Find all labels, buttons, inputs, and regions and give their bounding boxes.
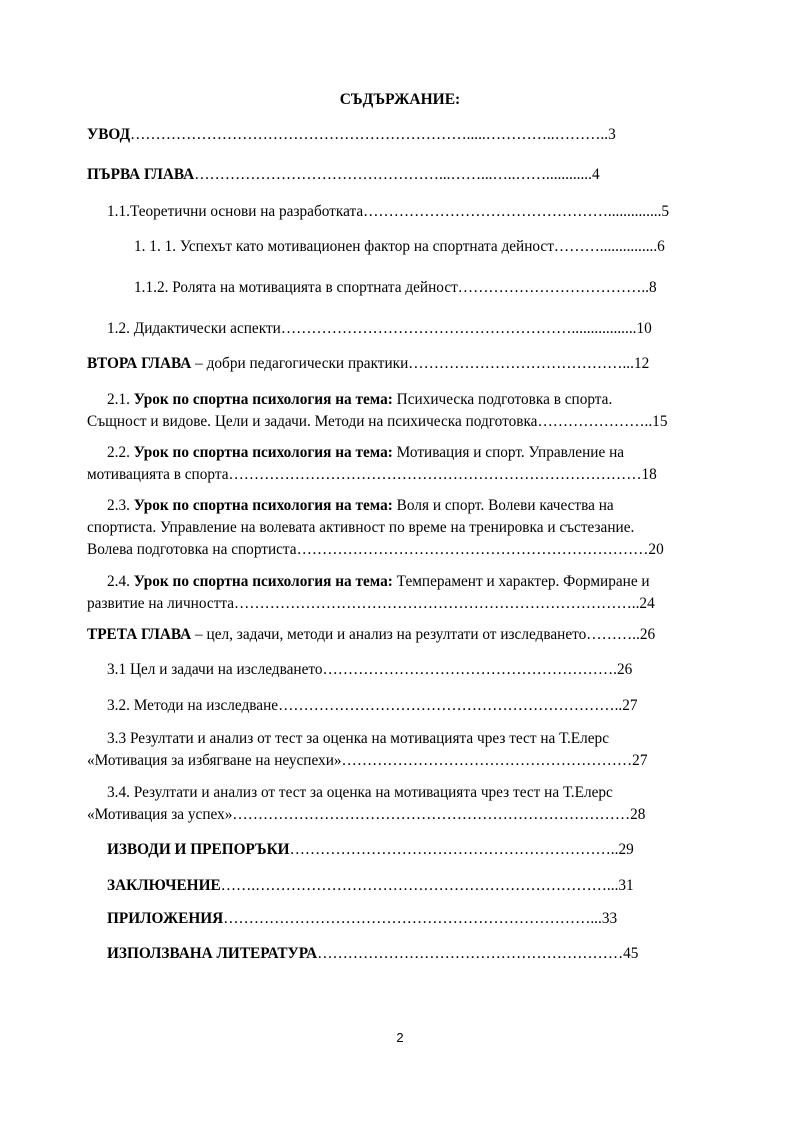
toc-entry-prefix: 2.3. xyxy=(107,497,134,514)
toc-dot-leader: ……………………………………………………………………… xyxy=(228,466,642,483)
toc-entry-appendices[interactable] xyxy=(107,910,707,928)
toc-entry-2-1-cont[interactable] xyxy=(87,413,707,431)
toc-entry-label: ИЗПОЛЗВАНА ЛИТЕРАТУРА xyxy=(107,945,318,962)
toc-dot-leader: …………………………………………………………………….. xyxy=(234,595,640,612)
toc-entry-label: 3.1 Цел и задачи на изследването xyxy=(107,661,323,678)
toc-entry-2-2-cont[interactable] xyxy=(87,466,707,484)
toc-entry-label-bold: ВТОРА ГЛАВА xyxy=(87,355,192,372)
toc-entry-label: 3.4. Резултати и анализ от тест за оценка на мотивацията чрез тест на Т.Елерс xyxy=(107,784,613,801)
toc-page-number: 27 xyxy=(622,697,638,714)
toc-entry-3-4[interactable] xyxy=(107,784,707,802)
toc-page-number: 26 xyxy=(639,626,656,643)
toc-entry-1-1-2[interactable] xyxy=(134,279,707,297)
toc-entry-label-bold: Урок по спортна психология на тема: xyxy=(133,444,393,461)
toc-dot-leader: …………………………………………………. xyxy=(322,661,617,678)
toc-entry-label: ПЪРВА ГЛАВА xyxy=(87,166,195,183)
toc-page-number: 20 xyxy=(648,541,664,558)
toc-entry-prefix: 2.1. xyxy=(107,391,134,408)
toc-entry-label-bold: ТРЕТА ГЛАВА xyxy=(87,626,192,643)
toc-entry-label: 1. 1. 1. Успехът като мотивационен фактор на спортната дейност xyxy=(134,238,554,255)
toc-entry-label: УВОД xyxy=(87,126,131,143)
toc-entry-conclusion[interactable] xyxy=(107,877,707,895)
toc-entry-3-3-cont[interactable] xyxy=(87,752,707,770)
toc-dot-leader: ………………………………………………………….....…………..……….. xyxy=(130,126,609,143)
toc-entry-label: «Мотивация за избягване на неуспехи» xyxy=(87,752,342,769)
toc-entry-3-3[interactable] xyxy=(107,730,707,748)
toc-entry-2-3[interactable] xyxy=(107,497,707,515)
toc-entry-prefix: 2.2. xyxy=(107,444,134,461)
toc-entry-label: Същност и видове. Цели и задачи. Методи на психическа подготовка xyxy=(87,413,538,430)
toc-dot-leader: ……………………………….. xyxy=(457,279,650,296)
toc-entry-1-1-1[interactable] xyxy=(134,238,707,256)
toc-entry-3-2[interactable] xyxy=(107,697,707,715)
toc-entry-label: 3.2. Методи на изследване xyxy=(107,697,279,714)
toc-dot-leader: ………………….. xyxy=(537,413,653,430)
toc-entry-conclusions-recommendations[interactable] xyxy=(107,841,707,859)
toc-page-number: 27 xyxy=(632,752,648,769)
toc-entry-references[interactable] xyxy=(107,945,707,963)
toc-dot-leader: …….……………………………………………………………... xyxy=(220,877,619,894)
toc-entry-label: 1.1.2. Ролята на мотивацията в спортната дейност xyxy=(134,279,458,296)
toc-page-number: 33 xyxy=(601,910,618,927)
toc-dot-leader: …………………………………………………………………… xyxy=(232,806,631,823)
toc-entry-label: 1.1.Теоретични основи на разработката xyxy=(107,203,364,220)
toc-dot-leader: ………………………………………………… xyxy=(341,752,633,769)
toc-entry-label: Волева подготовка на спортиста xyxy=(87,541,297,558)
toc-entry-label: Психическа подготовка в спорта. xyxy=(392,391,613,408)
toc-page-number: 8 xyxy=(649,279,657,296)
toc-dot-leader: …………………………………………...……...…..……............ xyxy=(194,166,592,183)
toc-entry-label: ПРИЛОЖЕНИЯ xyxy=(107,910,224,927)
toc-entry-label: «Мотивация за успех» xyxy=(87,806,233,823)
toc-page-number: 18 xyxy=(641,466,657,483)
toc-entry-label: – добри педагогически практики xyxy=(191,355,409,372)
toc-entry-label-bold: Урок по спортна психология на тема: xyxy=(133,391,393,408)
toc-entry-1-1[interactable] xyxy=(107,203,707,221)
toc-page-number: 24 xyxy=(639,595,655,612)
toc-page-number: 29 xyxy=(618,841,634,858)
toc-page-number: 12 xyxy=(633,355,650,372)
toc-entry-label: спортиста. Управление на волевата активност по време на тренировка и състезание. xyxy=(87,519,635,536)
toc-entry-2-3-cont[interactable] xyxy=(87,519,707,537)
toc-dot-leader: ………………………………………………………………... xyxy=(223,910,602,927)
toc-entry-label: ИЗВОДИ И ПРЕПОРЪКИ xyxy=(107,841,290,858)
toc-entry-1-2[interactable] xyxy=(107,320,707,338)
toc-page-number: 4 xyxy=(591,166,600,183)
toc-dot-leader: ………………………………………………………….. xyxy=(278,697,623,714)
toc-dot-leader: ……………………………………………………….. xyxy=(289,841,619,858)
toc-entry-chapter-3[interactable] xyxy=(87,626,707,644)
toc-entry-2-1[interactable] xyxy=(107,391,707,409)
toc-entry-label: развитие на личността xyxy=(87,595,235,612)
toc-dot-leader: ………………………………………….............. xyxy=(363,203,662,220)
toc-page-number: 6 xyxy=(657,238,665,255)
toc-entry-3-4-cont[interactable] xyxy=(87,806,707,824)
toc-entry-label: Темперамент и характер. Формиране и xyxy=(392,573,650,590)
toc-entry-intro[interactable] xyxy=(87,126,707,144)
toc-page-number: 10 xyxy=(636,320,652,337)
toc-entry-label: 3.3 Резултати и анализ от тест за оценка на мотивацията чрез тест на Т.Елерс xyxy=(107,730,609,747)
toc-page-number: 28 xyxy=(630,806,646,823)
toc-page-number: 15 xyxy=(652,413,668,430)
toc-entry-label-bold: Урок по спортна психология на тема: xyxy=(133,497,393,514)
toc-dot-leader: …………………………………………………… xyxy=(317,945,624,962)
toc-page-number: 45 xyxy=(623,945,639,962)
toc-entry-label: Воля и спорт. Волеви качества на xyxy=(392,497,614,514)
toc-entry-label: ЗАКЛЮЧЕНИЕ xyxy=(107,877,221,894)
toc-page-number: 5 xyxy=(661,203,670,220)
toc-entry-chapter-2[interactable] xyxy=(87,355,707,373)
toc-dot-leader: …………………………………………………................. xyxy=(280,320,637,337)
toc-entry-3-1[interactable] xyxy=(107,661,707,679)
toc-dot-leader: ……………………………………... xyxy=(408,355,634,372)
toc-entry-chapter-1[interactable] xyxy=(87,166,707,184)
toc-page-number: 26 xyxy=(616,661,633,678)
page-number: 2 xyxy=(396,1030,404,1045)
toc-entry-2-3-cont2[interactable] xyxy=(87,541,707,559)
toc-entry-2-4-cont[interactable] xyxy=(87,595,707,613)
toc-entry-prefix: 2.4. xyxy=(107,573,134,590)
toc-entry-label-bold: Урок по спортна психология на тема: xyxy=(133,573,393,590)
toc-entry-2-2[interactable] xyxy=(107,444,707,462)
toc-page-number: 3 xyxy=(608,126,616,143)
toc-page-number: 31 xyxy=(618,877,634,894)
page-title: СЪДЪРЖАНИЕ: xyxy=(339,91,461,108)
toc-entry-label: мотивацията в спорта xyxy=(87,466,229,483)
toc-dot-leader: ………............... xyxy=(553,238,658,255)
toc-entry-2-4[interactable] xyxy=(107,573,707,591)
toc-entry-label: 1.2. Дидактически аспекти xyxy=(107,320,281,337)
toc-dot-leader: ……….. xyxy=(586,626,640,643)
toc-dot-leader: …………………………………………………………… xyxy=(296,541,649,558)
toc-entry-label: – цел, задачи, методи и анализ на резултати от изследването xyxy=(191,626,587,643)
toc-entry-label: Мотивация и спорт. Управление на xyxy=(392,444,625,461)
